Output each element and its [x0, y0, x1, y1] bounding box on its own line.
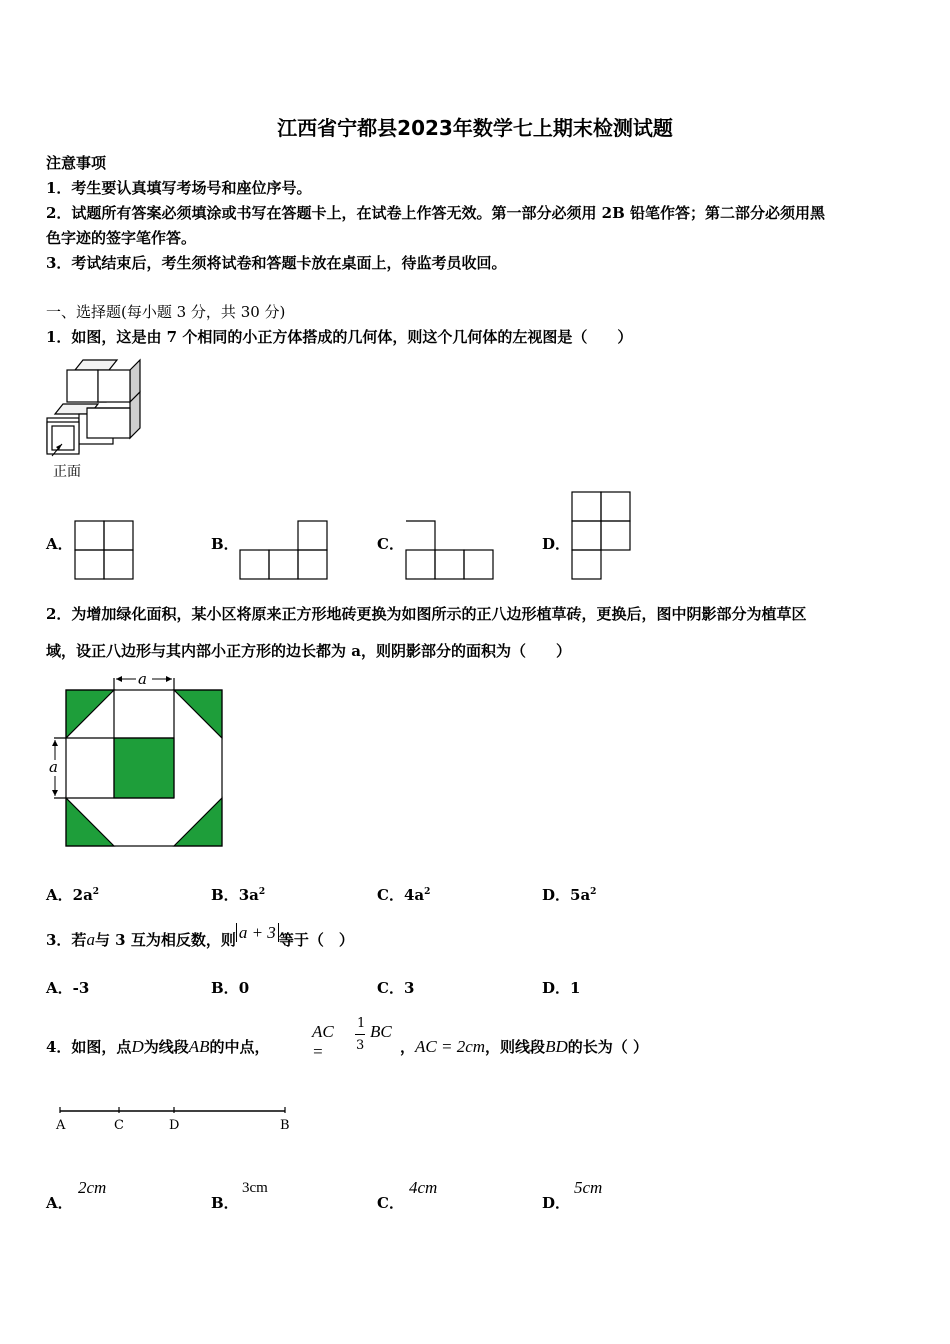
q1-option-d-figure[interactable] — [569, 490, 633, 582]
notice-item-2: 2．试题所有答案必须填涂或书写在答题卡上，在试卷上作答无效。第一部分必须用 2B 铅笔作答；第二部分必须用黑 — [46, 204, 826, 222]
q4-point-b: B — [280, 1118, 290, 1133]
q4-option-c-label[interactable]: C． — [377, 1194, 404, 1212]
q4-text-part2: ，AC = 2cm，则线段BD的长为（ ） — [400, 1037, 648, 1056]
notice-item-2-cont: 色字迹的签字笔作答。 — [46, 229, 197, 247]
q1-option-c-label[interactable]: C． — [377, 535, 404, 553]
q2-option-d[interactable]: D．$5a^2$ — [542, 886, 597, 904]
q2-option-c[interactable]: C．$4a^2$ — [377, 886, 431, 904]
notice-item-1: 1．考生要认真填写考场号和座位序号。 — [46, 179, 312, 197]
notice-item-3: 3．考试结束后，考生须将试卷和答题卡放在桌面上，待监考员收回。 — [46, 254, 507, 272]
q1-option-c-figure[interactable] — [403, 519, 497, 581]
q4-option-b-value[interactable]: 3cm — [242, 1180, 268, 1196]
q4-option-a-value[interactable]: 2cm — [78, 1178, 107, 1197]
notice-heading: 注意事项 — [46, 154, 107, 172]
q4-segment-figure — [52, 1100, 297, 1136]
q2-dim-label-left: a — [49, 758, 58, 776]
q1-text: 1．如图，这是由 7 个相同的小正方体搭成的几何体，则这个几何体的左视图是（ ） — [46, 328, 633, 346]
q2-octagon-figure — [44, 668, 226, 850]
q1-option-a-figure[interactable] — [73, 519, 135, 581]
q3-option-b[interactable]: B．0 — [211, 979, 250, 997]
q2-dim-label-top: a — [138, 670, 147, 688]
q4-point-a: A — [56, 1118, 66, 1133]
q3-option-a[interactable]: A．-3 — [46, 979, 90, 997]
q2-option-b[interactable]: B．$3a^2$ — [211, 886, 266, 904]
q4-option-b-label[interactable]: B． — [211, 1194, 239, 1212]
q4-point-c: C — [114, 1118, 124, 1133]
q4-text-part1: 4．如图，点D为线段AB的中点， — [46, 1037, 270, 1056]
q4-option-a-label[interactable]: A． — [46, 1194, 73, 1212]
q1-front-label: 正面 — [53, 464, 81, 480]
q4-option-c-value[interactable]: 4cm — [409, 1178, 438, 1197]
q4-option-d-value[interactable]: 5cm — [574, 1178, 603, 1197]
q1-option-b-label[interactable]: B． — [211, 535, 239, 553]
q3-option-c[interactable]: C．3 — [377, 979, 415, 997]
q1-option-d-label[interactable]: D． — [542, 535, 571, 553]
q2-text-line1: 2．为增加绿化面积，某小区将原来正方形地砖更换为如图所示的正八边形植草砖，更换后，图中阴影部分为植草区 — [46, 605, 807, 623]
q3-text: 3．若a与 3 互为相反数，则 a + 3 等于（ ） — [46, 923, 354, 949]
q4-option-d-label[interactable]: D． — [542, 1194, 571, 1212]
q1-option-b-figure[interactable] — [237, 519, 329, 581]
q4-point-d: D — [169, 1118, 180, 1133]
page-title: 江西省宁都县2023年数学七上期末检测试题 — [277, 116, 673, 140]
q2-text-line2: 域，设正八边形与其内部小正方形的边长都为 a，则阴影部分的面积为（ ） — [46, 642, 571, 660]
q1-option-a-label[interactable]: A． — [46, 535, 73, 553]
q2-option-a[interactable]: A．$2a^2$ — [46, 886, 100, 904]
q1-cube-figure — [40, 352, 150, 482]
section-heading: 一、选择题(每小题 3 分，共 30 分) — [46, 303, 286, 321]
q3-option-d[interactable]: D．1 — [542, 979, 581, 997]
